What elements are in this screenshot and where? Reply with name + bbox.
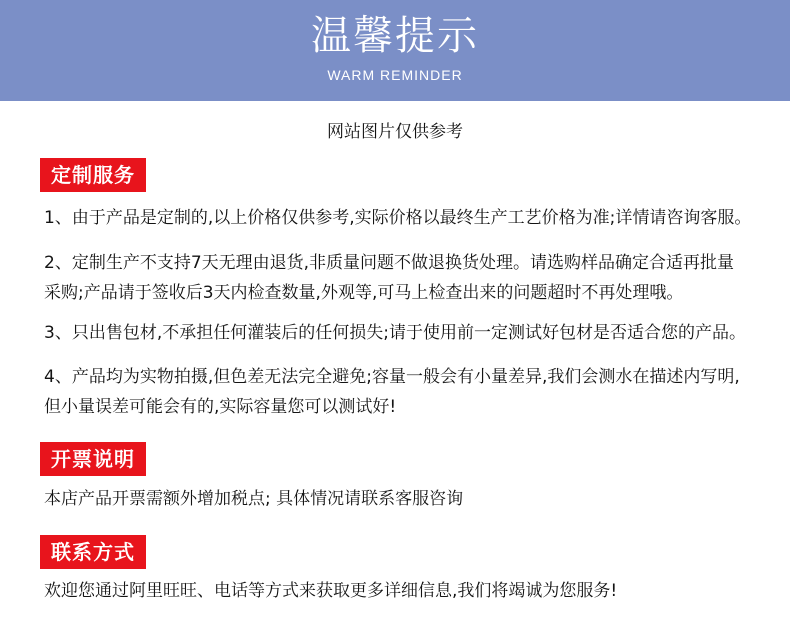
header-banner (0, 0, 790, 101)
section-title-invoice: 开票说明 (40, 442, 146, 476)
custom-item-1 (44, 203, 774, 233)
custom-item-4-line-1: 4、产品均为实物拍摄,但色差无法完全避免;容量一般会有小量差异,我们会测水在描述内写明, (44, 367, 740, 387)
invoice-text: 本店产品开票需额外增加税点; 具体情况请联系客服咨询 (44, 489, 464, 509)
custom-item-2-line-2: 采购;产品请于签收后3天内检查数量,外观等,可马上检查出来的问题超时不再处理哦。 (44, 283, 684, 303)
image-reference-note: 网站图片仅供参考 (327, 122, 463, 142)
banner-subtitle: WARM REMINDER (327, 67, 463, 83)
custom-item-4 (44, 362, 774, 422)
custom-item-3-line-1: 3、只出售包材,不承担任何灌装后的任何损失;请于使用前一定测试好包材是否适合您的产品。 (44, 323, 746, 343)
custom-item-2-line-1: 2、定制生产不支持7天无理由退货,非质量问题不做退换货处理。请选购样品确定合适再批量 (44, 253, 735, 273)
contact-text: 欢迎您通过阿里旺旺、电话等方式来获取更多详细信息,我们将竭诚为您服务! (44, 581, 618, 601)
custom-item-1-line-1: 1、由于产品是定制的,以上价格仅供参考,实际价格以最终生产工艺价格为准;详情请咨询客服。 (44, 208, 752, 228)
section-title-contact: 联系方式 (40, 535, 146, 569)
custom-item-3 (44, 318, 774, 348)
section-title-custom-service: 定制服务 (40, 158, 146, 192)
custom-item-4-line-2: 但小量误差可能会有的,实际容量您可以测试好! (44, 397, 397, 417)
custom-item-2 (44, 248, 774, 308)
banner-title: 温馨提示 (311, 13, 479, 59)
